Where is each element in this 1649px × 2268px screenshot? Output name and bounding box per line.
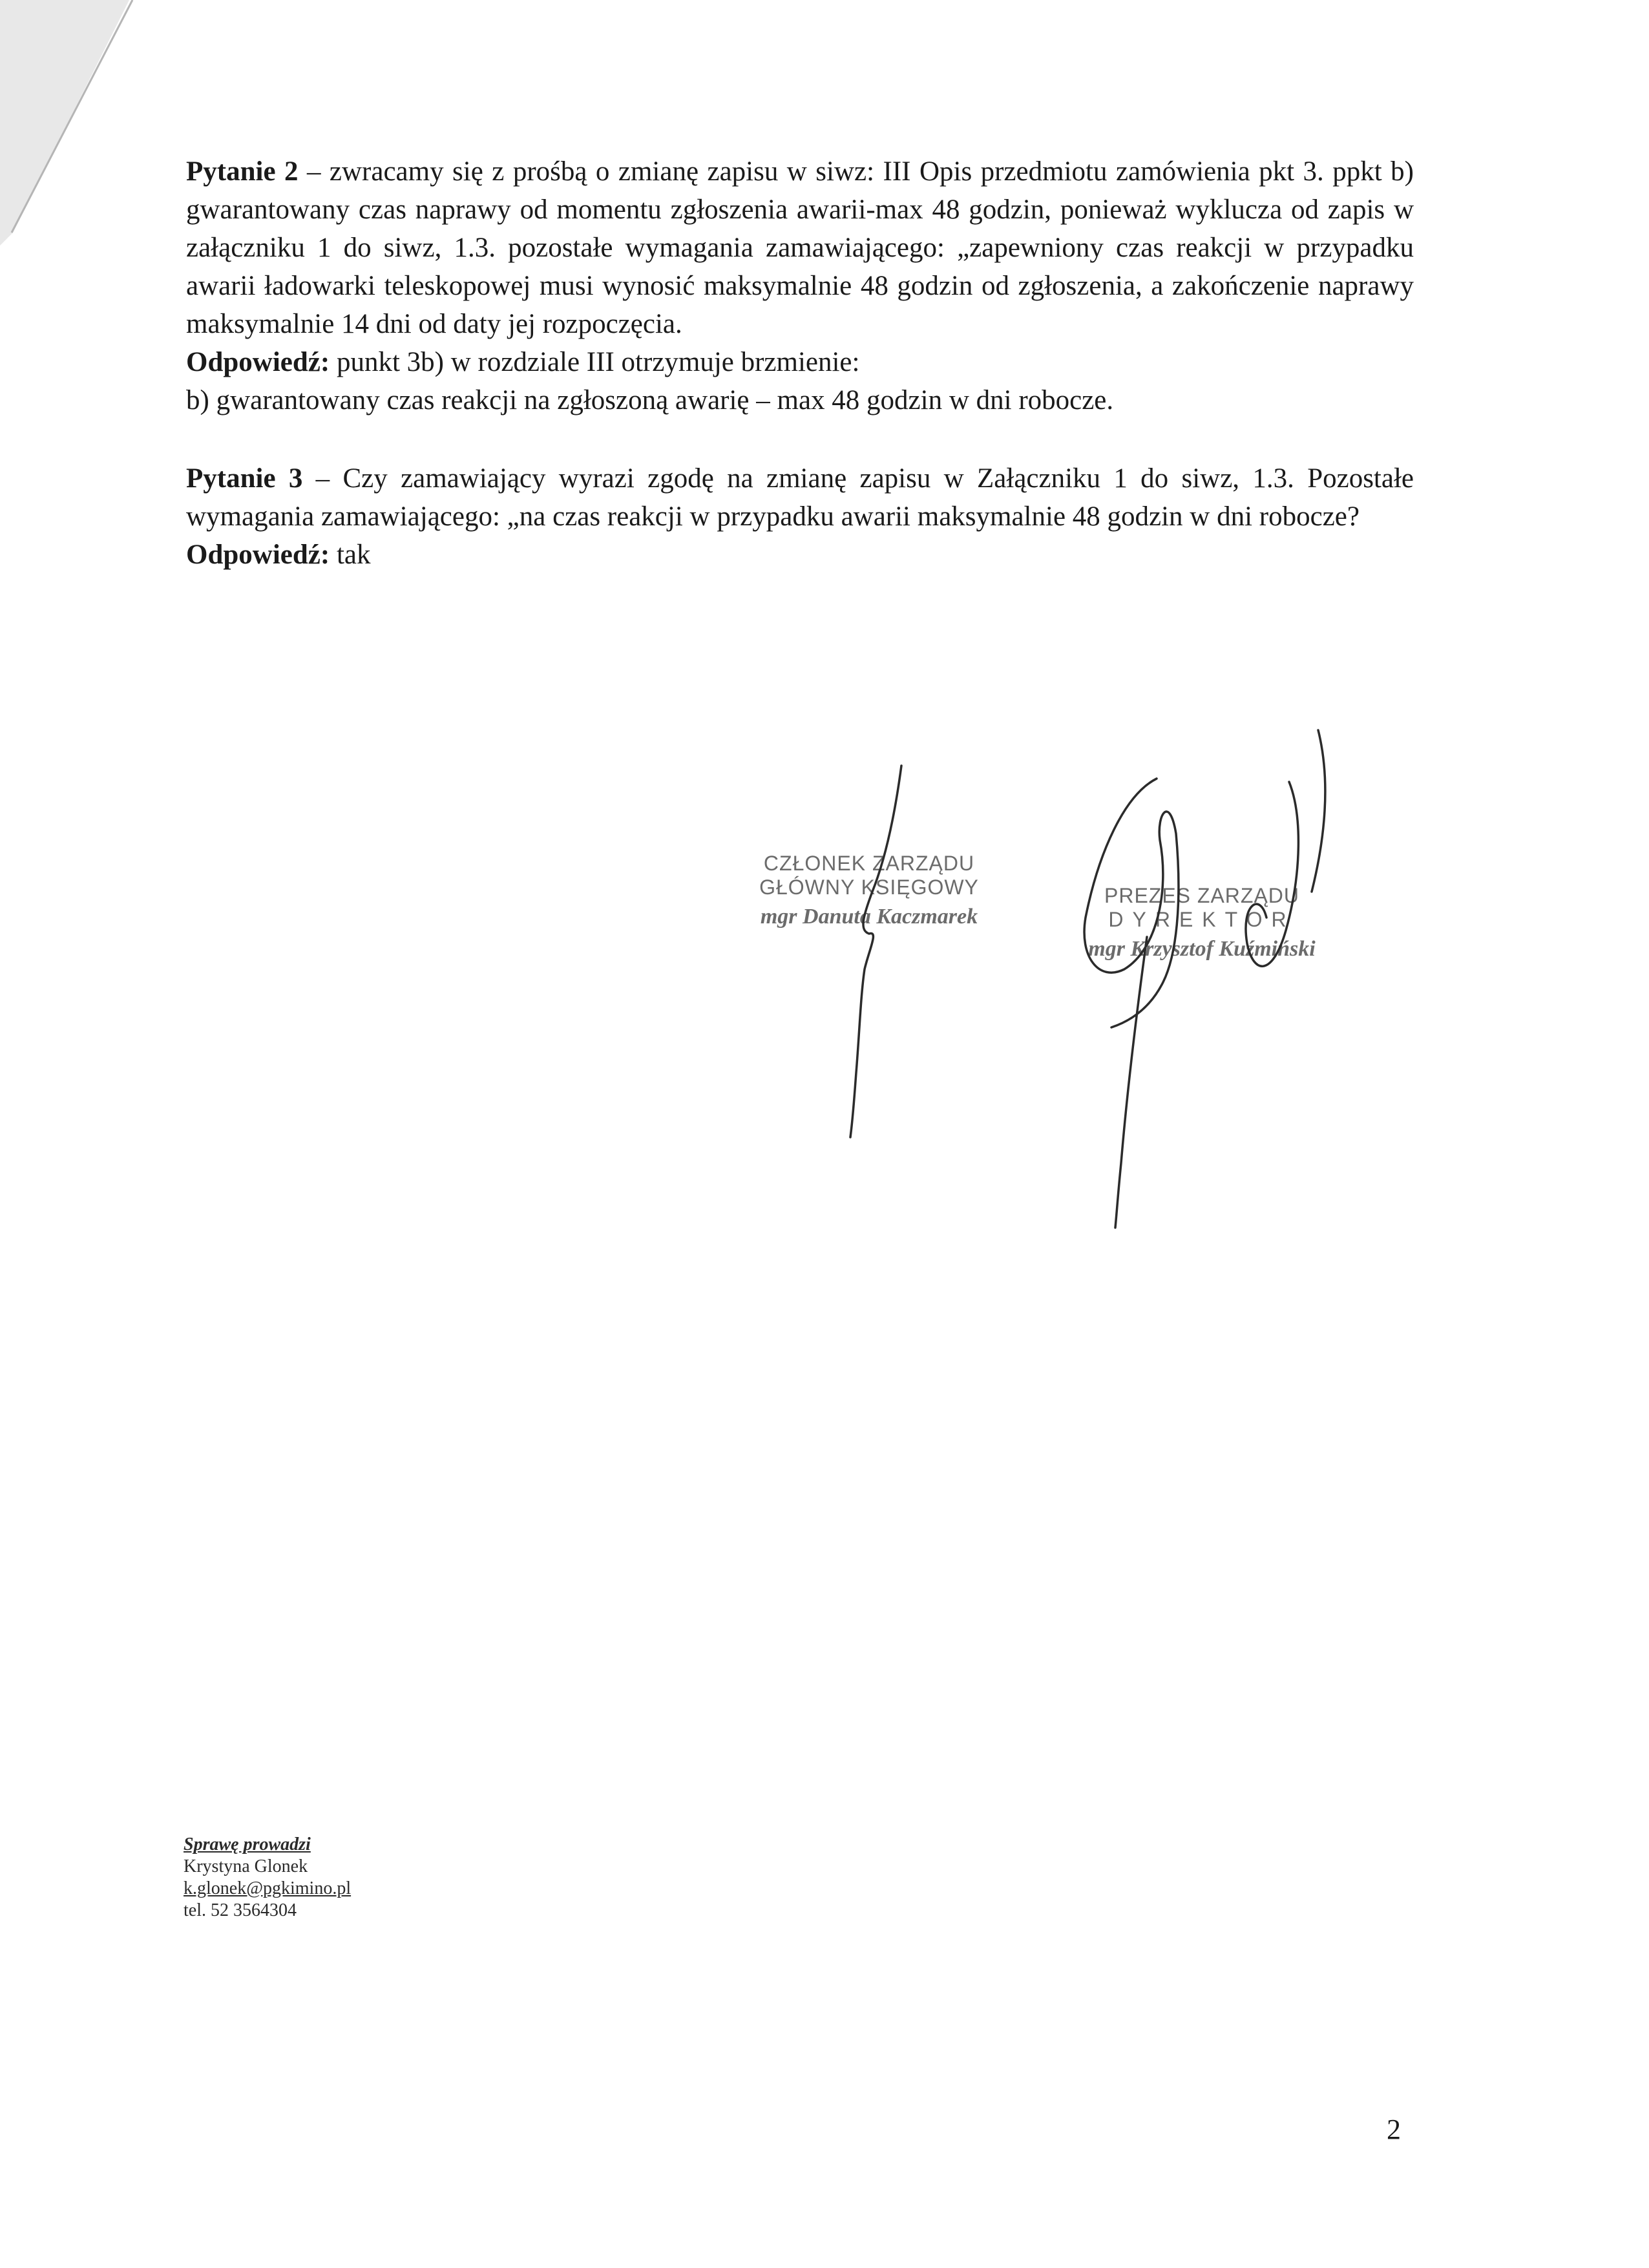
contact-block [184,1834,351,1922]
stamp-right-line2: DYREKTOR [1108,908,1296,931]
signature-right [1084,730,1325,1228]
contact-name: Krystyna Glonek [184,1856,308,1876]
question-2-label: Pytanie 2 [186,156,299,187]
stamp-president [1034,884,1370,961]
stamp-left-line2: GŁÓWNY KSIĘGOWY [759,876,979,899]
question-2-text: – zwracamy się z prośbą o zmianę zapisu w siwz: III Opis przedmiotu zamówienia pkt 3. ppkt b) gwarantowany czas naprawy od momentu zgłoszenia awarii-max 48 godzin, ponieważ wyklucza od zapis w załączniku 1 do siwz, 1.3. pozostałe wymagania zamawiającego: „zapewniony czas reakcji w przypadku awarii ładowarki teleskopowej musi wynosić maksymalnie 48 godzin od zgłoszenia, a zakończenie naprawy maksymalnie 14 dni od daty jej rozpoczęcia. [186,156,1414,339]
stamp-right-name: mgr Krzysztof Kuźmiński [1088,937,1316,961]
stamp-chief-accountant [701,852,1037,929]
page-number: 2 [1387,2114,1401,2145]
stamp-left-name: mgr Danuta Kaczmarek [760,905,978,929]
signature-left [850,766,901,1137]
answer-3-label: Odpowiedź: [186,540,330,570]
scan-corner-shadow [0,0,168,246]
answer-3-text: tak [330,540,371,570]
answer-2-line2: b) gwarantowany czas reakcji na zgłoszoną awarię – max 48 godzin w dni robocze. [186,385,1114,415]
stamp-left-line1: CZŁONEK ZARZĄDU [763,852,975,875]
answer-2-text: punkt 3b) w rozdziale III otrzymuje brzmienie: [330,347,860,377]
answer-2 [186,343,1414,381]
question-3-text: – Czy zamawiający wyrazi zgodę na zmianę zapisu w Załączniku 1 do siwz, 1.3. Pozostałe wymagania zamawiającego: „na czas reakcji w przypadku awarii maksymalnie 48 godzin w dni robocze? [186,463,1414,532]
contact-email[interactable]: k.glonek@pgkimino.pl [184,1878,352,1898]
question-3 [186,459,1414,536]
question-3-label: Pytanie 3 [186,463,303,494]
answer-2-label: Odpowiedź: [186,347,330,377]
contact-phone: tel. 52 3564304 [184,1900,297,1920]
letter-body [186,152,1414,574]
stamp-right-line1: PREZES ZARZĄDU [1104,884,1300,907]
answer-3 [186,536,1414,574]
question-2 [186,152,1414,343]
contact-header: Sprawę prowadzi [184,1834,311,1854]
